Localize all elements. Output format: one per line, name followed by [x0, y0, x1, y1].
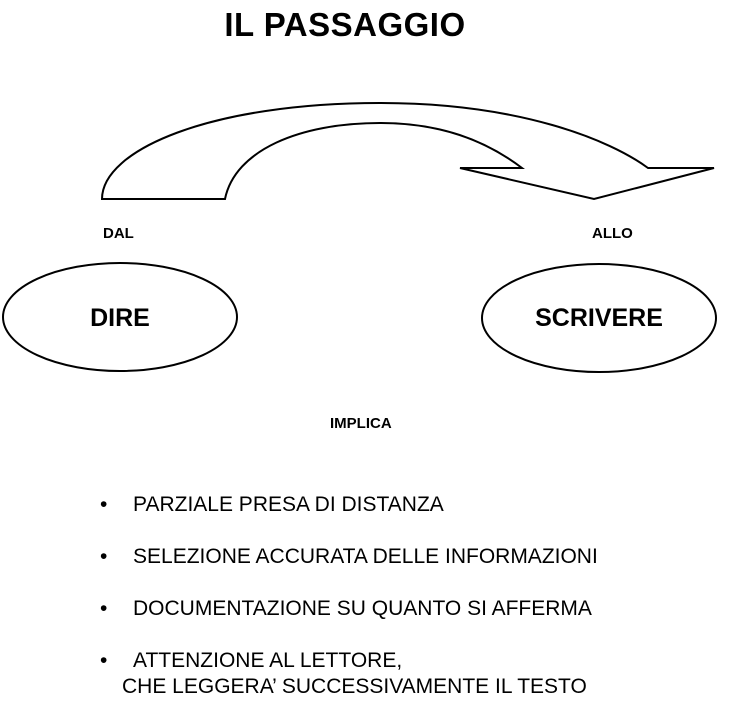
list-item	[100, 648, 598, 700]
list-item-text-continued: CHE LEGGERA’ SUCCESSIVAMENTE IL TESTO	[122, 675, 587, 698]
node-dire: DIRE	[90, 304, 150, 332]
node-scrivere: SCRIVERE	[535, 304, 663, 332]
implications-list	[100, 492, 598, 726]
page-title: IL PASSAGGIO	[224, 6, 466, 43]
label-dal: DAL	[103, 225, 134, 242]
list-item-text: • ATTENZIONE AL LETTORE,	[133, 649, 403, 672]
list-item-text: • DOCUMENTAZIONE SU QUANTO SI AFFERMA	[133, 597, 592, 620]
label-implica: IMPLICA	[330, 415, 392, 432]
list-item	[100, 544, 598, 570]
list-item-text: • SELEZIONE ACCURATA DELLE INFORMAZIONI	[133, 545, 598, 568]
list-item	[100, 492, 598, 518]
list-item	[100, 596, 598, 622]
label-allo: ALLO	[592, 225, 633, 242]
curved-arrow-icon	[102, 103, 714, 199]
list-item-text: • PARZIALE PRESA DI DISTANZA	[133, 493, 444, 516]
